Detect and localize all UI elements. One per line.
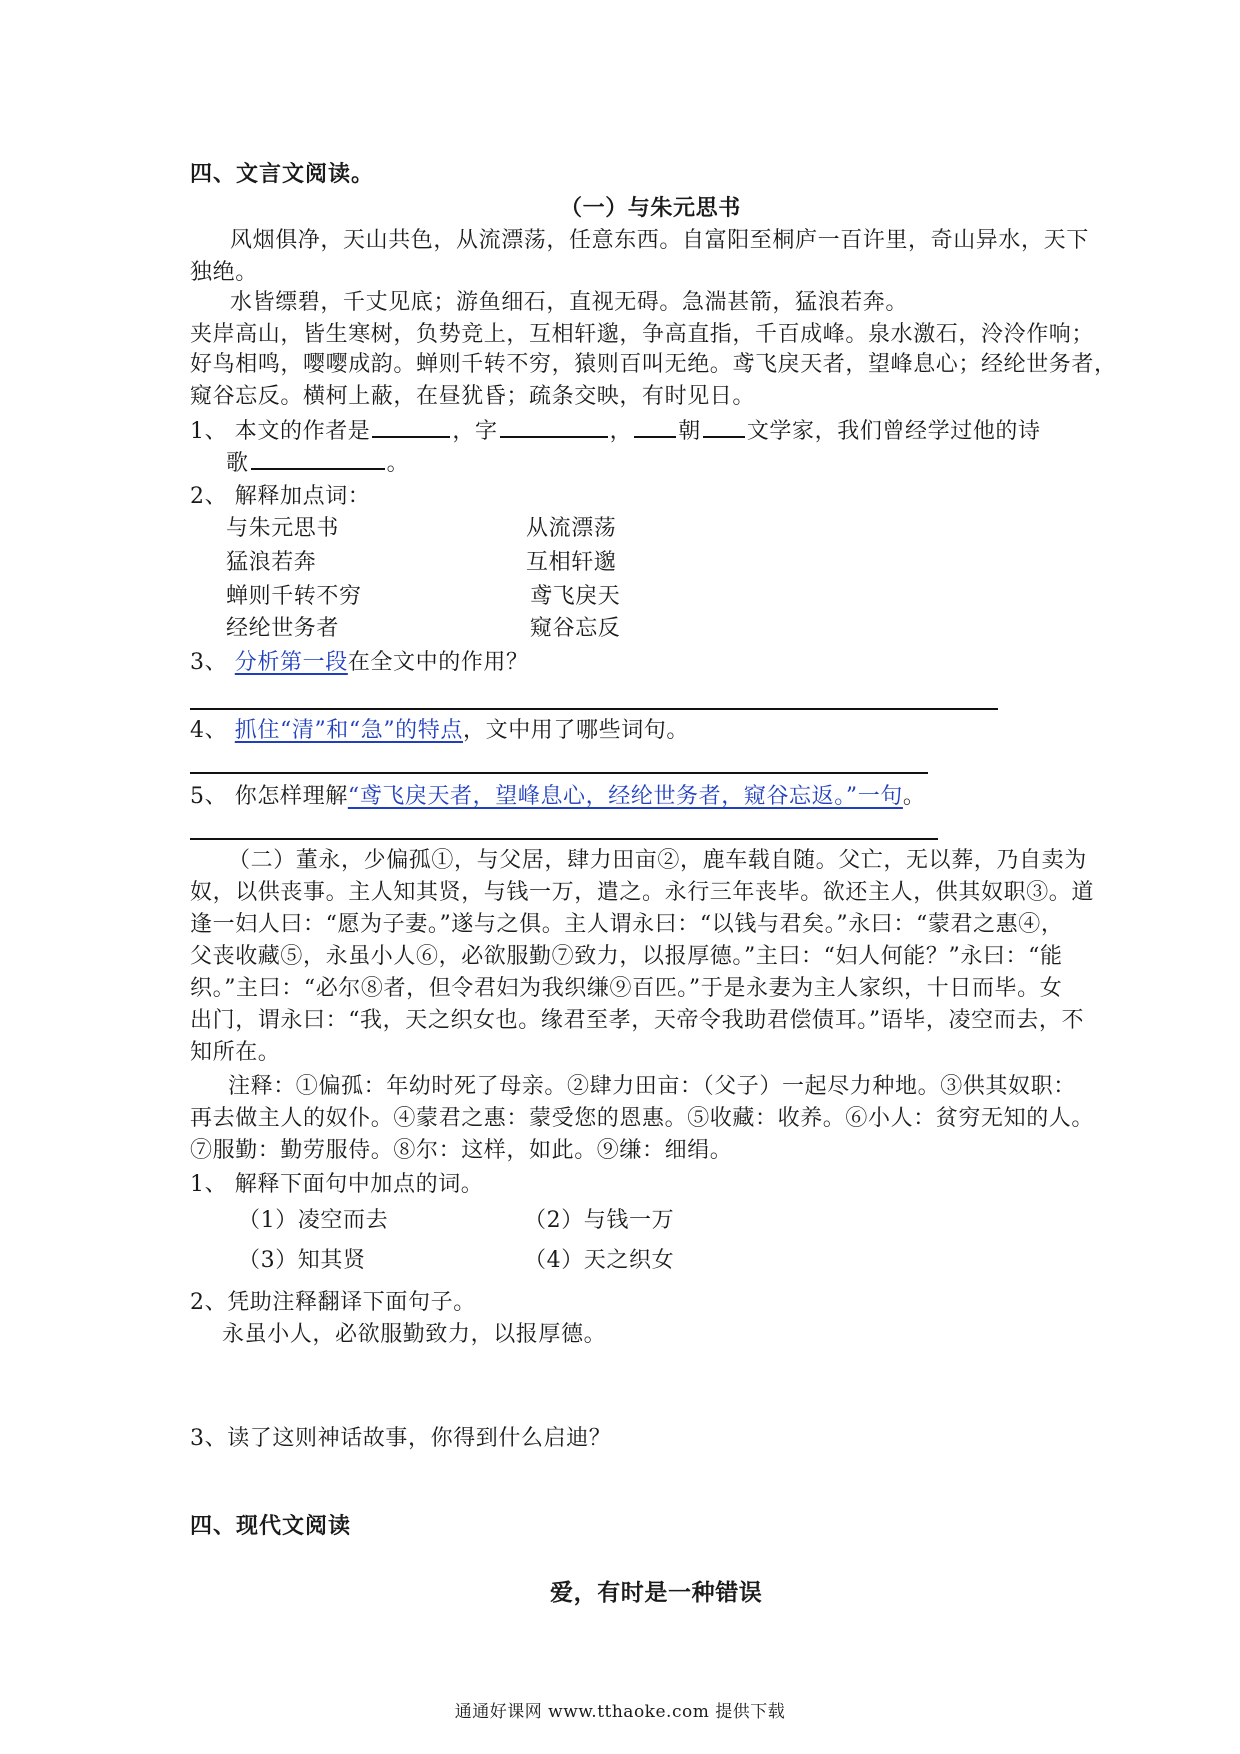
- question-text: 解释下面句中加点的词。: [234, 1172, 484, 1197]
- answer-blank-poem[interactable]: [251, 446, 385, 470]
- question-text: 朝: [678, 419, 701, 444]
- question-4: [190, 716, 689, 746]
- translation-sentence: 永虽小人，必欲服勤致力，以报厚德。: [222, 1322, 607, 1347]
- answer-line[interactable]: [190, 708, 998, 710]
- passage-line: （二）董永，少偏孤①，与父居，肆力田亩②，鹿车载自随。父亡，无以葬，乃自卖为: [228, 848, 1087, 873]
- question-number: 1、: [190, 419, 228, 444]
- passage-line: 风烟俱净，天山共色，从流漂荡，任意东西。自富阳至桐庐一百许里，奇山异水，天下: [230, 228, 1089, 253]
- passage-line: 父丧收藏⑤，永虽小人⑥，必欲服勤⑦致力，以报厚德。”主曰：“妇人何能？”永曰：“能: [190, 944, 1063, 969]
- passage-line: 知所在。: [190, 1040, 281, 1065]
- answer-blank-author[interactable]: [372, 414, 450, 438]
- question-1: [190, 414, 1041, 447]
- question-text: 文学家，我们曾经学过他的诗: [746, 419, 1041, 444]
- question-number: 1、: [190, 1172, 228, 1197]
- question-text: 。: [386, 451, 410, 476]
- answer-blank-dynasty[interactable]: [634, 414, 676, 438]
- question-1-cont: [226, 446, 409, 479]
- question-text: 解释加点词：: [234, 484, 371, 509]
- question-text: 你怎样理解: [234, 784, 348, 809]
- question-2-3: 3、读了这则神话故事，你得到什么启迪？: [190, 1426, 612, 1451]
- vocab-item: （4）天之织女: [524, 1248, 675, 1273]
- passage-line: 夹岸高山，皆生寒树，负势竞上，互相轩邈，争高直指，千百成峰。泉水激石，泠泠作响；: [190, 322, 1095, 347]
- question-link[interactable]: “鸢飞戾天者，望峰息心，经纶世务者，窥谷忘返。”一句: [347, 784, 903, 809]
- question-number: 5、: [190, 784, 228, 809]
- annotation-line: ⑦服勤：勤劳服侍。⑧尔：这样，如此。⑨缣：细绢。: [190, 1138, 733, 1163]
- passage-line: 织。”主曰：“必尔⑧者，但令君妇为我织缣⑨百匹。”于是永妻为主人家织，十日而毕。女: [190, 976, 1063, 1001]
- section-heading-modern: 四、现代文阅读: [190, 1514, 352, 1539]
- question-number: 4、: [190, 718, 228, 743]
- vocab-item: （1）凌空而去: [238, 1208, 389, 1233]
- question-2-2: 2、凭助注释翻译下面句子。: [190, 1290, 476, 1315]
- vocab-item: 与朱元思书: [226, 516, 340, 541]
- annotation-line: 注释：①偏孤：年幼时死了母亲。②肆力田亩：（父子）一起尽力种地。③供其奴职：: [228, 1074, 1076, 1099]
- vocab-item: 窥谷忘反: [530, 616, 621, 641]
- passage-line: 奴，以供丧事。主人知其贤，与钱一万，遣之。永行三年丧毕。欲还主人，供其奴职③。道: [190, 880, 1095, 905]
- annotation-line: 再去做主人的奴仆。④蒙君之惠：蒙受您的恩惠。⑤收藏：收养。⑥小人：贫穷无知的人。: [190, 1106, 1095, 1131]
- vocab-item: （2）与钱一万: [524, 1208, 675, 1233]
- question-5: [190, 782, 926, 812]
- vocab-item: 从流漂荡: [526, 516, 617, 541]
- passage-line: 独绝。: [190, 260, 258, 285]
- passage-line: 窥谷忘反。横柯上蔽，在昼犹昏；疏条交映，有时见日。: [190, 384, 756, 409]
- passage-title-modern: 爱，有时是一种错误: [550, 1580, 763, 1606]
- passage-line: 逢一妇人曰：“愿为子妻。”遂与之俱。主人谓永曰：“以钱与君矣。”永曰：“蒙君之惠④，: [190, 912, 1064, 937]
- question-2-1: [190, 1170, 483, 1200]
- question-2: [190, 482, 370, 512]
- question-3: [190, 648, 529, 678]
- vocab-item: （3）知其贤: [238, 1248, 366, 1273]
- answer-line[interactable]: [190, 772, 928, 774]
- question-text: ，文中用了哪些词句。: [463, 718, 690, 743]
- question-text: ，: [609, 419, 633, 444]
- question-text: 在全文中的作用？: [347, 650, 529, 675]
- question-link[interactable]: 分析第一段: [234, 650, 348, 675]
- answer-line[interactable]: [190, 838, 938, 840]
- question-number: 3、: [190, 650, 228, 675]
- question-text: 。: [902, 784, 926, 809]
- vocab-item: 互相轩邈: [526, 550, 617, 575]
- passage-title-1: （一）与朱元思书: [560, 196, 741, 221]
- passage-line: 好鸟相鸣，嘤嘤成韵。蝉则千转不穷，猿则百叫无绝。鸢飞戾天者，望峰息心；经纶世务者，: [190, 352, 1117, 377]
- passage-line: 出门，谓永曰：“我，天之织女也。缘君至孝，天帝令我助君偿债耳。”语毕，凌空而去，不: [190, 1008, 1085, 1033]
- vocab-item: 蝉则千转不穷: [226, 584, 362, 609]
- question-number: 2、: [190, 484, 228, 509]
- question-text: ，字: [452, 419, 498, 444]
- question-text: 本文的作者是: [234, 419, 371, 444]
- answer-blank-courtesy-name[interactable]: [500, 414, 608, 438]
- question-link[interactable]: 抓住“清”和“急”的特点: [234, 718, 463, 743]
- vocab-item: 鸢飞戾天: [530, 584, 621, 609]
- passage-line: 水皆缥碧，千丈见底；游鱼细石，直视无碍。急湍甚箭，猛浪若奔。: [230, 290, 909, 315]
- answer-blank-era[interactable]: [703, 414, 745, 438]
- vocab-item: 猛浪若奔: [226, 550, 317, 575]
- section-heading-classical: 四、文言文阅读。: [190, 162, 375, 187]
- question-text: 歌: [226, 451, 249, 476]
- vocab-item: 经纶世务者: [226, 616, 340, 641]
- page-footer: 通通好课网 www.tthaoke.com 提供下载: [454, 1702, 786, 1722]
